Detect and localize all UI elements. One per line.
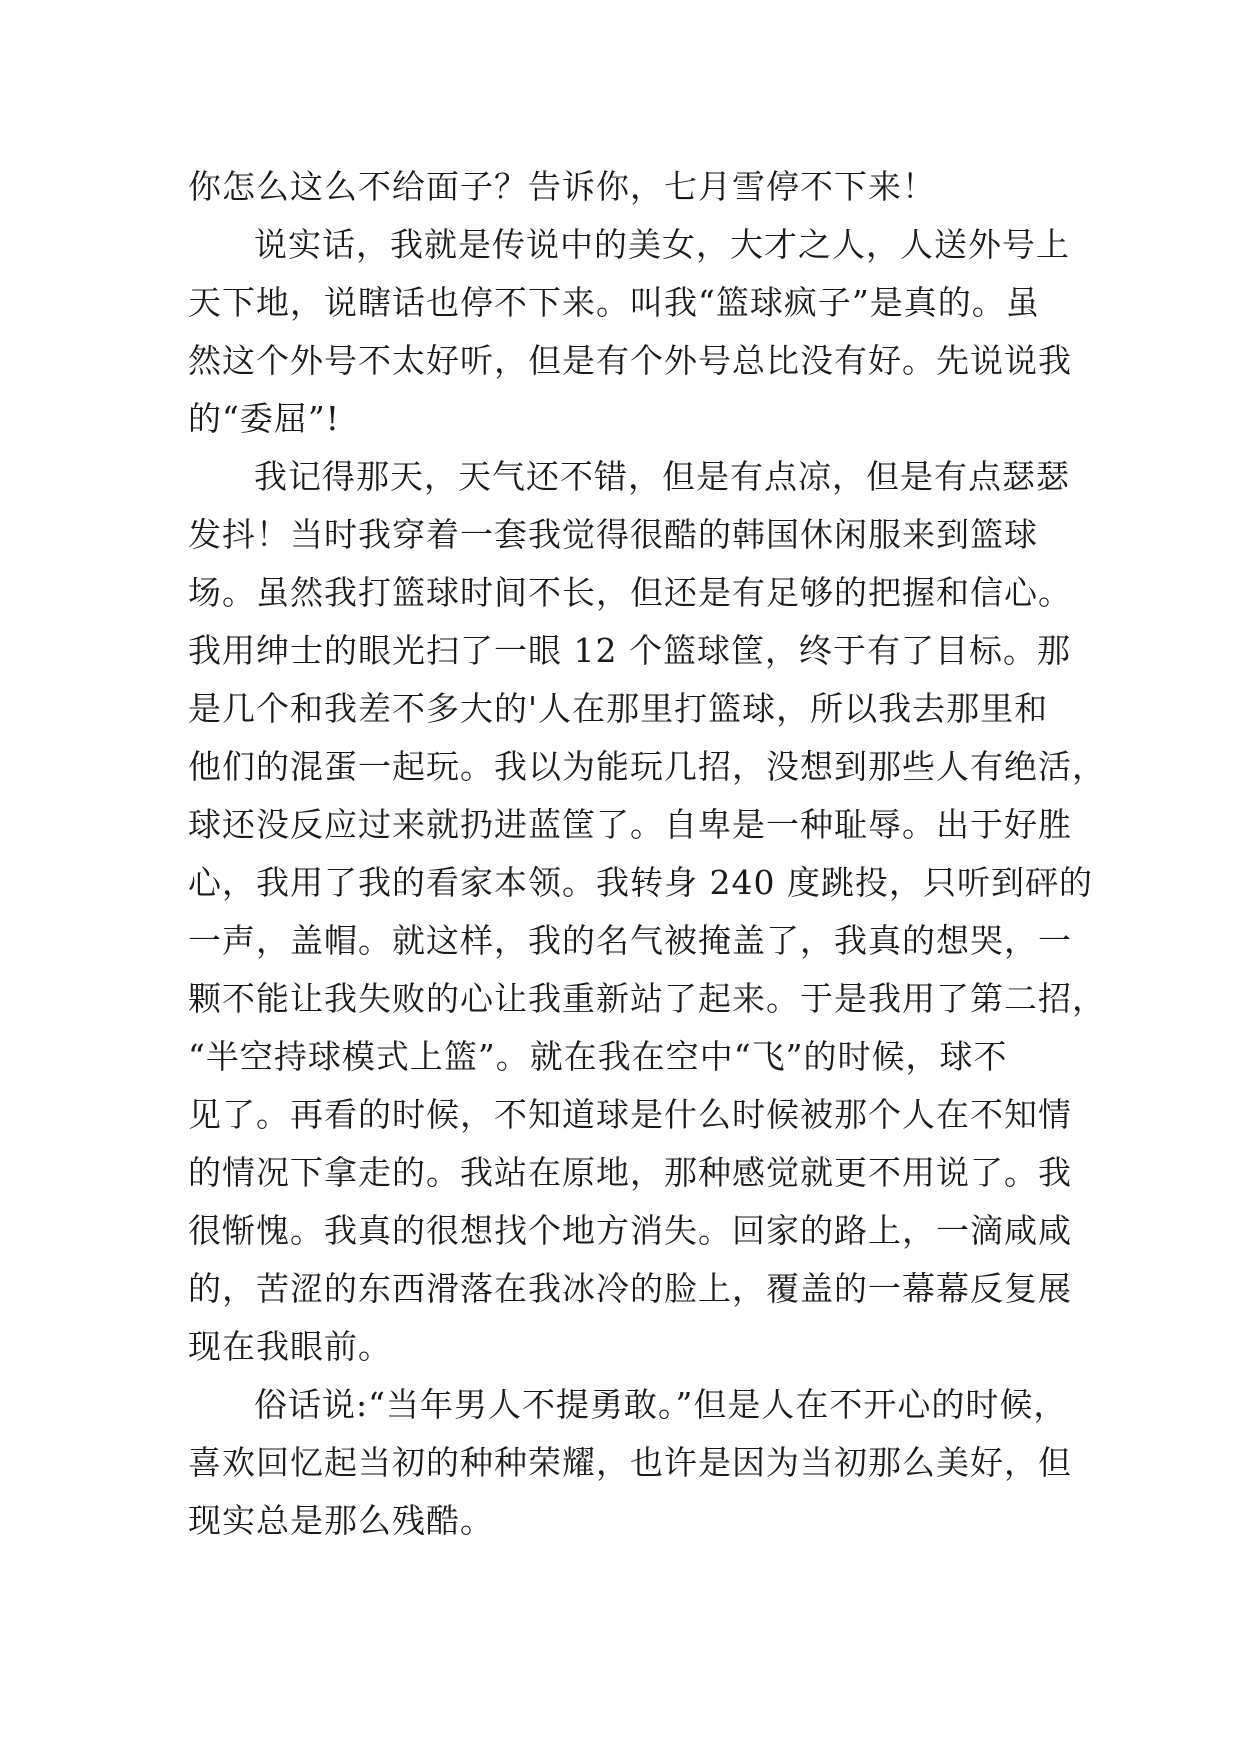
- text-line: 他们的混蛋一起玩。我以为能玩几招，没想到那些人有绝活，: [188, 747, 1106, 786]
- text-line: 我用绅士的眼光扫了一眼 12 个篮球筐，终于有了目标。那: [188, 631, 1071, 670]
- text-line: 的“委屈”!: [188, 399, 341, 438]
- body-text: [188, 158, 1106, 1550]
- text-line: 颗不能让我失败的心让我重新站了起来。于是我用了第二招，: [188, 979, 1106, 1018]
- text-line: 现实总是那么残酷。: [188, 1501, 494, 1540]
- text-line: 发抖！当时我穿着一套我觉得很酷的韩国休闲服来到篮球: [188, 515, 1038, 554]
- text-line: 然这个外号不太好听，但是有个外号总比没有好。先说说我: [188, 341, 1072, 380]
- paragraph-start-line: 俗话说:“当年男人不提勇敢。”但是人在不开心的时候，: [254, 1385, 1068, 1424]
- text-line: “半空持球模式上篮”。就在我在空中“飞”的时候，球不: [188, 1037, 1008, 1076]
- text-line: 天下地，说瞎话也停不下来。叫我“篮球疯子”是真的。虽: [188, 283, 1040, 322]
- text-line: 一声，盖帽。就这样，我的名气被掩盖了，我真的想哭，一: [188, 921, 1072, 960]
- text-line: 心，我用了我的看家本领。我转身 240 度跳投，只听到砰的: [188, 863, 1093, 902]
- text-line: 见了。再看的时候，不知道球是什么时候被那个人在不知情: [188, 1095, 1072, 1134]
- text-line: 的，苦涩的东西滑落在我冰冷的脸上，覆盖的一幕幕反复展: [188, 1269, 1072, 1308]
- text-line: 现在我眼前。: [188, 1327, 392, 1366]
- text-line: 喜欢回忆起当初的种种荣耀，也许是因为当初那么美好，但: [188, 1443, 1072, 1482]
- text-line: 你怎么这么不给面子？告诉你，七月雪停不下来！: [188, 167, 936, 206]
- text-line: 的情况下拿走的。我站在原地，那种感觉就更不用说了。我: [188, 1153, 1072, 1192]
- text-line: 球还没反应过来就扔进蓝筐了。自卑是一种耻辱。出于好胜: [188, 805, 1072, 844]
- text-line: 很惭愧。我真的很想找个地方消失。回家的路上，一滴咸咸: [188, 1211, 1072, 1250]
- text-line: 场。虽然我打篮球时间不长，但还是有足够的把握和信心。: [188, 573, 1072, 612]
- paragraph-start-line: 我记得那天，天气还不错，但是有点凉，但是有点瑟瑟: [254, 457, 1070, 496]
- paragraph-start-line: 说实话，我就是传说中的美女，大才之人，人送外号上: [254, 225, 1070, 264]
- text-line: 是几个和我差不多大的'人在那里打篮球，所以我去那里和: [188, 689, 1049, 728]
